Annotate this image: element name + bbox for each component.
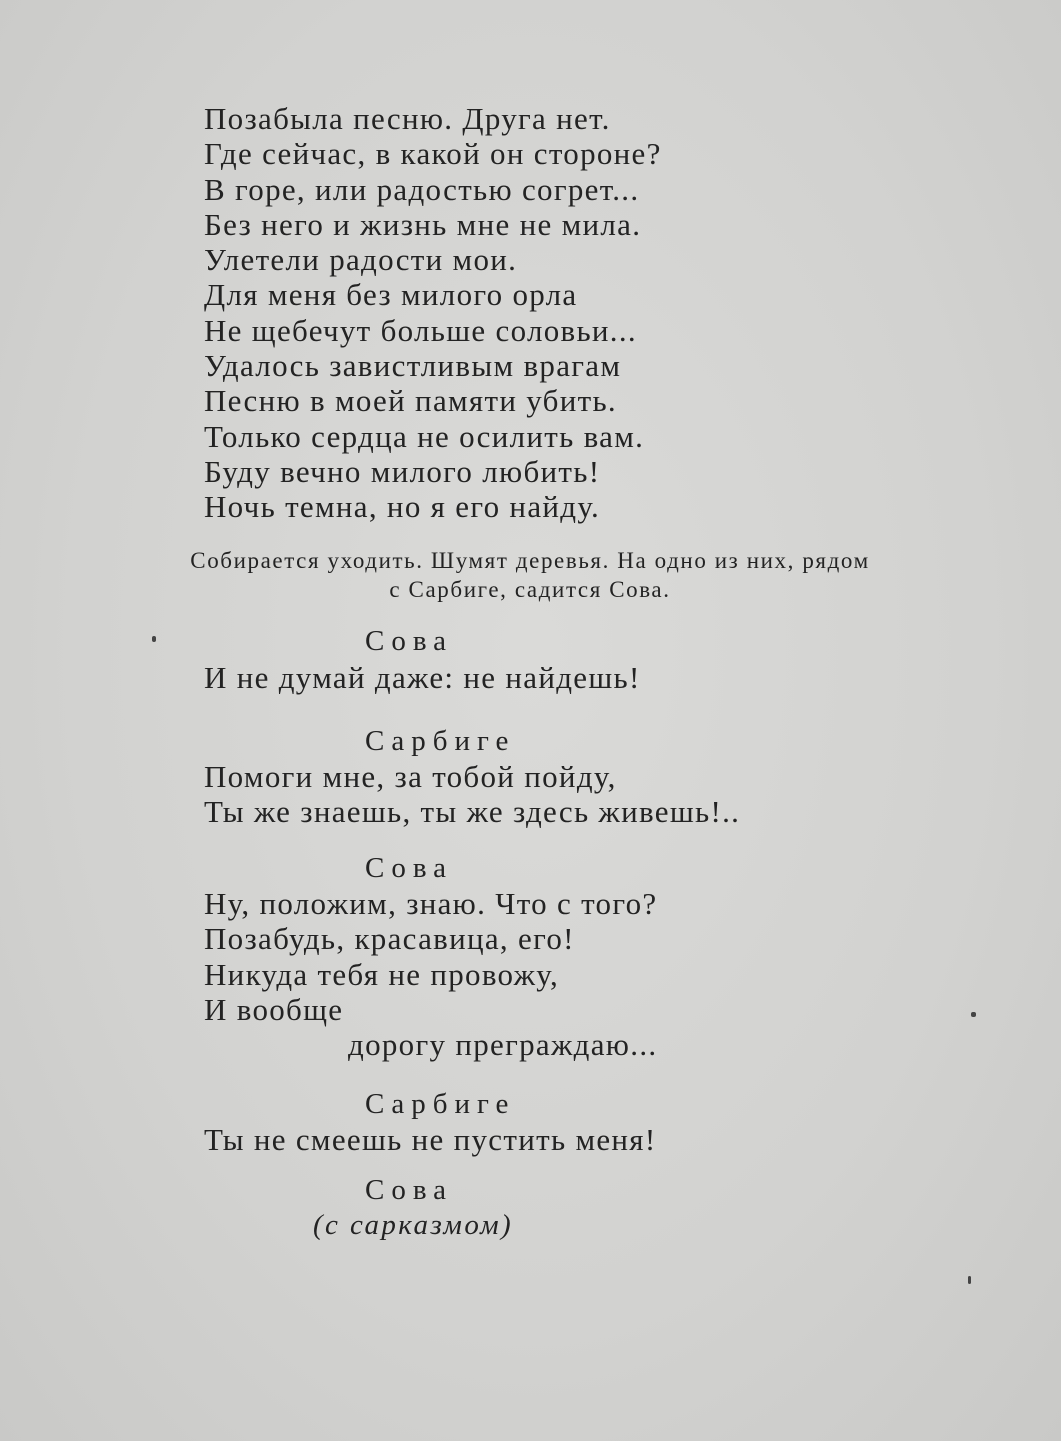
speech-line: И не думай даже: не найдешь! [204,660,641,695]
poem-line: Улетели радости мои. [204,242,518,278]
print-speck [968,1276,971,1284]
speech-line: Никуда тебя не провожу, [204,956,560,992]
poem-verse [204,101,662,525]
speech-line: Позабудь, красавица, его! [204,921,575,957]
speech-block [204,1122,657,1157]
poem-line: Для меня без милого орла [204,277,578,313]
speaker-name: Сова [365,625,454,657]
stage-direction-line: с Сарбиге, садится Сова. [389,577,671,602]
speech-line: Ты не смеешь не пустить меня! [204,1122,657,1157]
poem-line: Позабыла песню. Друга нет. [204,101,611,136]
poem-line: Где сейчас, в какой он стороне? [204,136,662,172]
poem-line: Ночь темна, но я его найду. [204,489,601,525]
poem-line: Без него и жизнь мне не мила. [204,206,642,242]
speech-block [204,660,641,695]
speech-line: И вообще [204,991,344,1027]
speech-line: Ну, положим, знаю. Что с того? [204,886,658,921]
speaker-name: Сарбиге [365,1088,516,1120]
speaker-name: Сарбиге [365,725,516,757]
speech-block [204,759,740,830]
stage-direction-line: Собирается уходить. Шумят деревья. На одно из них, рядом [190,548,870,573]
speech-block [204,886,657,1062]
print-speck [152,636,156,642]
poem-line: Только сердца не осилить вам. [204,418,645,454]
poem-line: Удалось завистливым врагам [204,348,622,384]
print-speck [971,1012,976,1017]
stage-remark: (с сарказмом) [313,1209,514,1241]
speaker-name: Сова [365,852,454,884]
poem-line: В горе, или радостью согрет... [204,171,640,207]
speaker-name: Сова [365,1174,454,1206]
poem-line: Песню в моей памяти убить. [204,383,617,419]
speech-line: Помоги мне, за тобой пойду, [204,759,617,794]
speech-line: Ты же знаешь, ты же здесь живешь!.. [204,794,741,830]
poem-line: Не щебечут больше соловьи... [204,312,637,348]
stage-direction [60,546,1000,604]
speech-line: дорогу преграждаю... [348,1027,658,1063]
poem-line: Буду вечно милого любить! [204,453,601,489]
